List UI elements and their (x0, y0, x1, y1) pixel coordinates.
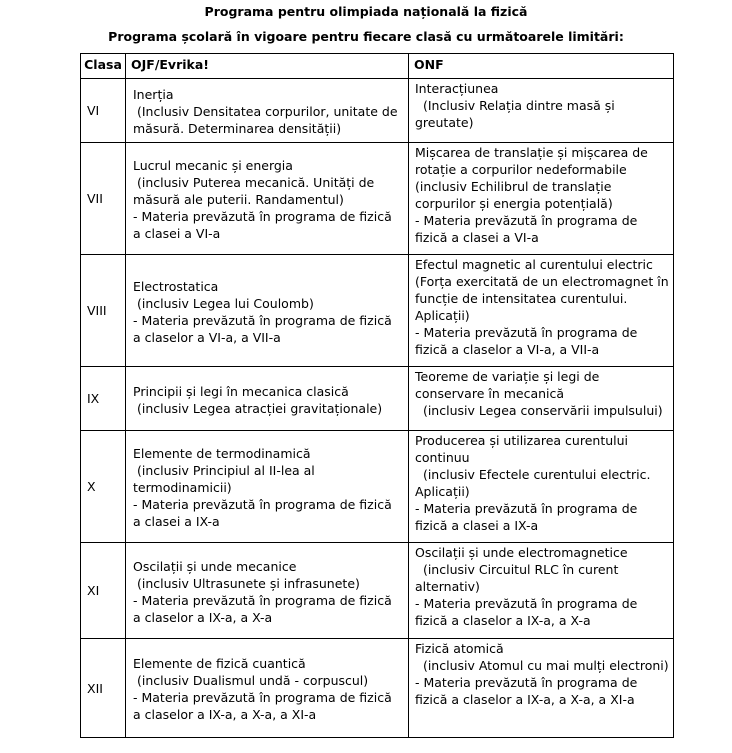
page-title: Programa pentru olimpiada națională la fizică (204, 4, 528, 19)
ojf-line: - Materia prevăzută în programa de fizică a claselor a IX-a, a X-a (133, 592, 396, 625)
onf-line: (inclusiv Circuitul RLC în curent alternativ) (415, 562, 623, 594)
onf-line: - Materia prevăzută în programa de fizică a claselor a VI-a, a VII-a (415, 325, 642, 357)
onf-cell (409, 79, 674, 143)
onf-line: - Materia prevăzută în programa de fizică a clasei a IX-a (415, 501, 642, 533)
ojf-line: (inclusiv Puterea mecanică. Unități de măsură ale puterii. Randamentul) (133, 175, 379, 207)
header-ojf: OJF/Evrika! (126, 54, 409, 79)
class-cell: VII (81, 143, 126, 255)
header-onf: ONF (409, 54, 674, 79)
ojf-cell (126, 255, 409, 367)
class-cell: XII (81, 639, 126, 738)
table-row (81, 639, 674, 738)
header-clasa: Clasa (81, 54, 126, 79)
onf-line: (inclusiv Atomul cu mai mulți electroni) (415, 658, 669, 673)
onf-cell (409, 143, 674, 255)
ojf-line: Lucrul mecanic și energia (133, 158, 293, 173)
onf-line: - Materia prevăzută în programa de fizică a claselor a IX-a, a X-a, a XI-a (415, 675, 642, 707)
ojf-line: - Materia prevăzută în programa de fizică a clasei a VI-a (133, 209, 396, 241)
table-row (81, 143, 674, 255)
onf-line: Teoreme de variație și legi de conservare în mecanică (415, 369, 604, 401)
ojf-line: (inclusiv Dualismul undă - corpuscul) (133, 673, 369, 688)
ojf-line: Oscilații și unde mecanice (133, 558, 297, 574)
ojf-line: (inclusiv Ultrasunete și infrasunete) (133, 575, 360, 591)
onf-line: Fizică atomică (415, 641, 504, 656)
curriculum-table (80, 53, 674, 738)
onf-cell (409, 543, 674, 639)
ojf-line: (inclusiv Principiul al II-lea al termodinamicii) (133, 463, 319, 495)
onf-line: - Materia prevăzută în programa de fizică a claselor a IX-a, a X-a (415, 596, 642, 628)
class-cell: IX (81, 367, 126, 431)
onf-line: Mișcarea de translație și mișcarea de rotație a corpurilor nedeformabile (415, 145, 652, 177)
table-row (81, 79, 674, 143)
ojf-line: Elemente de fizică cuantică (133, 656, 306, 671)
onf-line: (Forța exercitată de un electromagnet în funcție de intensitatea curentului. Aplicații) (415, 274, 673, 323)
ojf-line: Electrostatica (133, 278, 219, 294)
onf-cell (409, 639, 674, 738)
page-subtitle: Programa școlară în vigoare pentru fiecare clasă cu următoarele limitări: (108, 29, 624, 44)
onf-line: (inclusiv Legea conservării impulsului) (415, 403, 663, 418)
ojf-line: (inclusiv Legea atracției gravitaționale) (133, 400, 383, 416)
ojf-cell (126, 143, 409, 255)
onf-line: (Inclusiv Relația dintre masă și greutate) (415, 98, 619, 130)
table-row (81, 543, 674, 639)
class-cell: XI (81, 543, 126, 639)
ojf-cell (126, 639, 409, 738)
onf-cell (409, 431, 674, 543)
ojf-line: Elemente de termodinamică (133, 446, 311, 461)
ojf-cell (126, 431, 409, 543)
onf-line: Producerea și utilizarea curentului continuu (415, 433, 632, 465)
class-cell: VI (81, 79, 126, 143)
onf-line: (inclusiv Echilibrul de translație corpurilor și energia potențială) (415, 179, 616, 211)
onf-line: - Materia prevăzută în programa de fizică a clasei a VI-a (415, 213, 642, 245)
ojf-line: (inclusiv Legea lui Coulomb) (133, 295, 314, 311)
onf-cell (409, 367, 674, 431)
ojf-line: Inerția (133, 87, 174, 102)
onf-line: (inclusiv Efectele curentului electric. Aplicații) (415, 467, 655, 499)
ojf-cell (126, 367, 409, 431)
table-row (81, 255, 674, 367)
ojf-line: - Materia prevăzută în programa de fizică a claselor a IX-a, a X-a, a XI-a (133, 690, 396, 722)
table-body (81, 79, 674, 738)
onf-line: Efectul magnetic al curentului electric (415, 257, 653, 272)
ojf-line: - Materia prevăzută în programa de fizică a clasei a IX-a (133, 497, 396, 529)
ojf-line: Principii și legi în mecanica clasică (133, 383, 349, 399)
table-row (81, 367, 674, 431)
ojf-line: - Materia prevăzută în programa de fizică a claselor a VI-a, a VII-a (133, 312, 396, 345)
onf-line: Oscilații și unde electromagnetice (415, 545, 628, 560)
table-header-row (81, 54, 674, 79)
onf-line: Interacțiunea (415, 81, 499, 96)
ojf-cell (126, 543, 409, 639)
class-cell: VIII (81, 255, 126, 367)
onf-cell (409, 255, 674, 367)
class-cell: X (81, 431, 126, 543)
table-row (81, 431, 674, 543)
ojf-cell (126, 79, 409, 143)
ojf-line: (Inclusiv Densitatea corpurilor, unitate de măsură. Determinarea densității) (133, 104, 402, 136)
